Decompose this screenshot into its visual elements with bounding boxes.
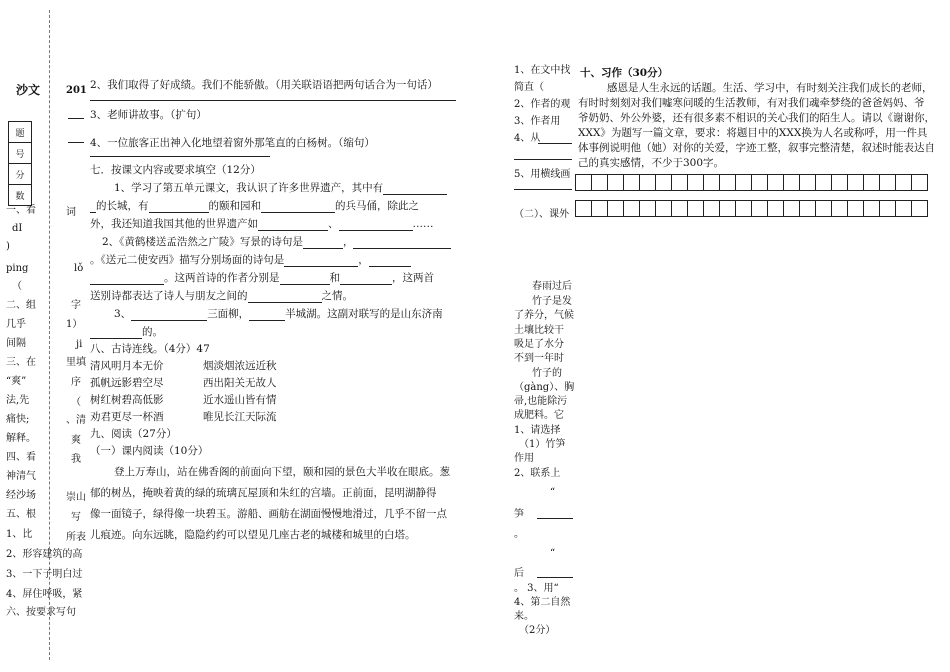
writing-grid-cell[interactable] — [687, 174, 704, 191]
binding-dashed-line — [49, 10, 50, 660]
writing-grid-cell[interactable] — [607, 174, 624, 191]
writing-grid-cell[interactable] — [767, 200, 784, 217]
cut-frag: （ — [71, 397, 81, 408]
reading-q1: 1、在文中找 — [514, 65, 571, 76]
reading-pq4: 4、第二自然 — [514, 597, 571, 608]
cut-frag: 字 — [71, 300, 81, 311]
poem-left[interactable]: 孤帆远影碧空尽 — [90, 377, 164, 389]
blank[interactable] — [353, 237, 451, 249]
blank[interactable] — [249, 309, 285, 321]
answer-line — [514, 189, 572, 190]
answer-line — [68, 142, 84, 143]
writing-grid-cell[interactable] — [655, 174, 672, 191]
essay-line: 己的真实感情，不少于300字。 — [578, 157, 725, 169]
writing-grid-cell[interactable] — [655, 200, 672, 217]
section-extra-reading: （二）、课外 — [514, 209, 569, 220]
cut-frag: 、清 — [66, 415, 86, 426]
cut-frag: 崇山 — [66, 492, 86, 503]
cut-frag: ji — [76, 339, 83, 350]
writing-grid-cell[interactable] — [639, 200, 656, 217]
blank[interactable] — [340, 273, 392, 285]
blank[interactable] — [261, 201, 335, 213]
points-label: （2分） — [519, 625, 556, 636]
writing-grid-cell[interactable] — [703, 174, 720, 191]
poem-right[interactable]: 近水遥山皆有情 — [203, 394, 277, 406]
fill-line — [102, 235, 451, 249]
blank[interactable] — [303, 237, 343, 249]
writing-grid-cell[interactable] — [911, 200, 928, 217]
cut-frag: 1） — [66, 319, 83, 330]
poem-left[interactable]: 劝君更尽一杯酒 — [90, 411, 164, 423]
essay-heading: 十、习作（30分） — [580, 67, 669, 79]
frag: 1、比 — [6, 529, 33, 540]
writing-grid-cell[interactable] — [879, 200, 896, 217]
passage-line: 郁的树丛，掩映着黄的绿的琉璃瓦屋顶和朱红的宫墙。正前面，昆明湖静得 — [90, 487, 437, 499]
fill-line — [114, 307, 443, 321]
cut-frag: 写 — [71, 512, 81, 523]
passage-frag: 土壤比较干 — [514, 325, 564, 336]
blank[interactable] — [149, 201, 209, 213]
passage-line: 登上万寿山，站在佛香阁的前面向下望，颐和园的景色大半收在眼底。葱 — [114, 466, 450, 478]
section-8-heading: 八、古诗连线。（4分）47 — [90, 343, 210, 355]
poem-right[interactable]: 西出阳关无故人 — [203, 377, 277, 389]
reading-pq2: 2、联系上 — [514, 468, 561, 479]
poem-left[interactable]: 清风明月本无价 — [90, 360, 164, 372]
blank[interactable] — [284, 255, 358, 267]
answer-line — [90, 156, 270, 157]
question-3: 3、老师讲故事。（扩句） — [90, 109, 207, 121]
frag: 痛快; — [6, 414, 30, 425]
frag: 神清气 — [6, 471, 36, 482]
blank[interactable] — [248, 291, 322, 303]
frag: “爽” — [6, 376, 27, 387]
blank[interactable] — [258, 219, 328, 231]
writing-grid-row[interactable] — [575, 174, 927, 191]
cut-frag: 词 — [66, 207, 76, 218]
score-label: 号 — [9, 143, 32, 164]
writing-grid-cell[interactable] — [879, 174, 896, 191]
score-label: 题 — [9, 122, 32, 143]
essay-line: 有时时刻刻对我们嘘寒问暖的生活教师，有对我们魂牵梦绕的爸爸妈妈、爷 — [578, 97, 925, 109]
fill-line — [90, 325, 163, 339]
writing-grid-cell[interactable] — [847, 200, 864, 217]
blank[interactable] — [90, 327, 142, 339]
poem-right[interactable]: 唯见长江天际流 — [203, 411, 277, 423]
frag: 间隔 — [6, 338, 26, 349]
cut-frag: 里填 — [66, 357, 86, 368]
reading-pq3: 。 3、用“ — [514, 583, 559, 594]
reading-pq1: 1、请选择 — [514, 425, 561, 436]
writing-grid-cell[interactable] — [735, 200, 752, 217]
reading-q5: 5、用横线画 — [514, 169, 571, 180]
fill-text: 外，我还知道我国其他的世界遗产如 — [90, 218, 258, 230]
writing-grid-cell[interactable] — [751, 174, 768, 191]
passage-frag: （gàng）、胸 — [514, 382, 575, 393]
fill-line — [90, 289, 353, 303]
quote-mark: “ — [550, 548, 556, 559]
answer-line — [537, 518, 573, 519]
writing-grid-cell[interactable] — [671, 174, 688, 191]
fill-text: 。这两首诗的作者分别是 — [164, 272, 280, 284]
reading-q3: 3、作者用 — [514, 116, 561, 127]
writing-grid-cell[interactable] — [831, 174, 848, 191]
reading-pq1a: （1）竹笋 — [519, 439, 566, 450]
writing-grid-cell[interactable] — [607, 200, 624, 217]
writing-grid-cell[interactable] — [831, 200, 848, 217]
frag: 五、根 — [6, 509, 36, 520]
fill-text: 。《送元二使安西》描写分别场面的诗句是 — [90, 254, 285, 266]
writing-grid-cell[interactable] — [767, 174, 784, 191]
writing-grid-cell[interactable] — [783, 174, 800, 191]
fill-text: 和 — [329, 272, 340, 284]
writing-grid-cell[interactable] — [687, 200, 704, 217]
frag: ping — [6, 263, 29, 274]
essay-line: 爷奶奶、外公外婆，还有很多素不相识的关心我们的陌生人。请以《谢谢你， — [578, 112, 935, 124]
writing-grid-cell[interactable] — [863, 174, 880, 191]
frag: 经沙场 — [6, 490, 36, 501]
fill-line — [90, 271, 434, 285]
writing-grid-cell[interactable] — [703, 200, 720, 217]
fill-text: 的。 — [142, 326, 163, 338]
frag: 三、在 — [6, 357, 36, 368]
answer-line — [514, 159, 572, 160]
fill-text: ， — [358, 254, 369, 266]
frag: （ — [12, 281, 22, 292]
cut-frag: lǒ — [74, 263, 84, 274]
blank[interactable] — [339, 219, 413, 231]
writing-grid-cell[interactable] — [815, 174, 832, 191]
writing-grid-cell[interactable] — [719, 174, 736, 191]
cut-frag: 爽 — [71, 435, 81, 446]
fill-text: ，这两首 — [392, 272, 434, 284]
writing-grid-cell[interactable] — [895, 174, 912, 191]
fill-line — [90, 253, 411, 267]
fill-line — [90, 199, 419, 213]
bamboo-label: 笋 — [514, 509, 524, 520]
frag: 2、形容建筑的高 — [6, 549, 83, 560]
writing-grid-cell[interactable] — [591, 174, 608, 191]
writing-grid-cell[interactable] — [623, 200, 640, 217]
passage-frag: 帚,也能除污 — [514, 396, 568, 407]
fill-text: 半城湖。这副对联写的是山东济南 — [285, 308, 443, 320]
frag: 四、看 — [6, 452, 36, 463]
writing-grid-cell[interactable] — [735, 174, 752, 191]
fill-text: …… — [412, 218, 434, 230]
blank[interactable] — [280, 273, 330, 285]
frag: 几乎 — [6, 319, 26, 330]
writing-grid-cell[interactable] — [815, 200, 832, 217]
essay-line: 感恩是人生永远的话题。生活、学习中，有时刻关注我们成长的老师， — [607, 82, 933, 94]
fill-text: 2、《黄鹤楼送孟浩然之广陵》写景的诗句是 — [102, 236, 303, 248]
cut-frag: 我 — [71, 454, 81, 465]
writing-grid-cell[interactable] — [751, 200, 768, 217]
answer-line — [90, 100, 456, 101]
fill-text: ， — [342, 236, 354, 248]
poem-right[interactable]: 烟淡烟浓远近秋 — [203, 360, 277, 372]
question-4: 4、一位旅客正出神入化地望着窗外那笔直的白杨树。（缩句） — [90, 137, 375, 149]
frag: dI — [12, 223, 23, 234]
passage-frag: 竹子的 — [532, 368, 562, 379]
fill-text: 送别诗都表达了诗人与朋友之间的 — [90, 290, 248, 302]
answer-line — [538, 143, 572, 144]
frag: 3、一下子明白过 — [6, 569, 83, 580]
section-7-heading: 七．按课文内容或要求填空（12分） — [90, 164, 261, 176]
essay-line: XXX》为题写一篇文章，要求：将题目中的XXX换为人名或称呼，用一件具 — [578, 127, 928, 139]
writing-grid-cell[interactable] — [623, 174, 640, 191]
fill-line — [114, 181, 447, 195]
blank[interactable] — [131, 309, 207, 321]
score-label: 数 — [9, 185, 32, 206]
passage-frag: 春雨过后 — [532, 281, 572, 292]
fill-line — [90, 217, 434, 231]
poem-left[interactable]: 树红树碧高低影 — [90, 394, 164, 406]
score-table — [8, 121, 32, 206]
section-9-heading: 九、阅读（27分） — [90, 428, 177, 440]
answer-line — [537, 577, 573, 578]
frag: 法,先 — [6, 395, 30, 406]
writing-grid-cell[interactable] — [783, 200, 800, 217]
passage-frag: 成肥料。它 — [514, 410, 564, 421]
fill-text: 的兵马俑，除此之 — [335, 200, 419, 212]
writing-grid-cell[interactable] — [863, 200, 880, 217]
writing-grid-cell[interactable] — [575, 174, 592, 191]
writing-grid-cell[interactable] — [671, 200, 688, 217]
reading-q4: 4、从 — [514, 133, 541, 144]
passage-frag: 了养分，气候 — [514, 310, 574, 321]
exam-title-fragment: 沙文 — [16, 83, 41, 97]
frag: 解释。 — [6, 433, 36, 444]
quote-mark: “ — [550, 487, 556, 498]
writing-grid-cell[interactable] — [639, 174, 656, 191]
after-label: 后 — [514, 568, 524, 579]
passage-line: 像一面镜子，绿得像一块碧玉。游船、画舫在湖面慢慢地滑过，几乎不留一点 — [90, 508, 447, 520]
fill-text: 之情。 — [321, 290, 353, 302]
reading-pq1b: 作用 — [514, 453, 534, 464]
writing-grid-cell[interactable] — [895, 200, 912, 217]
passage-frag: 不到一年时 — [514, 353, 564, 364]
frag: 六、按要求写句 — [6, 607, 76, 618]
fill-text: 1、学习了第五单元课文，我认识了许多世界遗产，其中有 — [114, 182, 384, 194]
writing-grid-cell[interactable] — [591, 200, 608, 217]
exam-year-fragment: 201 — [66, 85, 87, 96]
fill-text: 的长城，有 — [96, 200, 149, 212]
score-label: 分 — [9, 164, 32, 185]
writing-grid-cell[interactable] — [719, 200, 736, 217]
writing-grid-cell[interactable] — [799, 174, 816, 191]
cut-frag: 序 — [71, 377, 81, 388]
blank[interactable] — [369, 255, 411, 267]
writing-grid-cell[interactable] — [575, 200, 592, 217]
fill-text: 的颐和园和 — [208, 200, 261, 212]
writing-grid-cell[interactable] — [799, 200, 816, 217]
passage-frag: 竹子是发 — [532, 296, 572, 307]
answer-line — [68, 118, 84, 119]
reading-q2: 2、作者的观 — [514, 99, 571, 110]
frag: 一、看 — [6, 205, 36, 216]
reading-q1b: 简直（ — [514, 82, 544, 93]
essay-line: 体事例说明他（她）对你的关爱，字迹工整，叙事完整清楚，叙述时能表达自 — [578, 142, 935, 154]
frag: ) — [6, 241, 10, 252]
passage-line: 儿痕迹。向东远眺，隐隐约约可以望见几座古老的城楼和城里的白塔。 — [90, 529, 416, 541]
come-label: 来。 — [514, 611, 534, 622]
frag: 4、屏住呼吸，紧 — [6, 589, 83, 600]
period-mark: 。 — [514, 529, 524, 540]
section-9-1-heading: （一）课内阅读（10分） — [90, 445, 209, 457]
cut-frag: 所表 — [66, 532, 86, 543]
writing-grid-cell[interactable] — [847, 174, 864, 191]
writing-grid-row[interactable] — [575, 200, 927, 217]
blank[interactable] — [383, 183, 447, 195]
question-2: 2、我们取得了好成绩。我们不能骄傲。（用关联语语把两句话合为一句话） — [90, 79, 438, 91]
blank[interactable] — [90, 273, 164, 285]
frag: 二、组 — [6, 300, 36, 311]
fill-text: 三面柳， — [207, 308, 250, 320]
fill-text: 、 — [328, 218, 339, 230]
writing-grid-cell[interactable] — [911, 174, 928, 191]
fill-text: 3、 — [114, 308, 132, 320]
passage-frag: 吸足了水分 — [514, 339, 564, 350]
